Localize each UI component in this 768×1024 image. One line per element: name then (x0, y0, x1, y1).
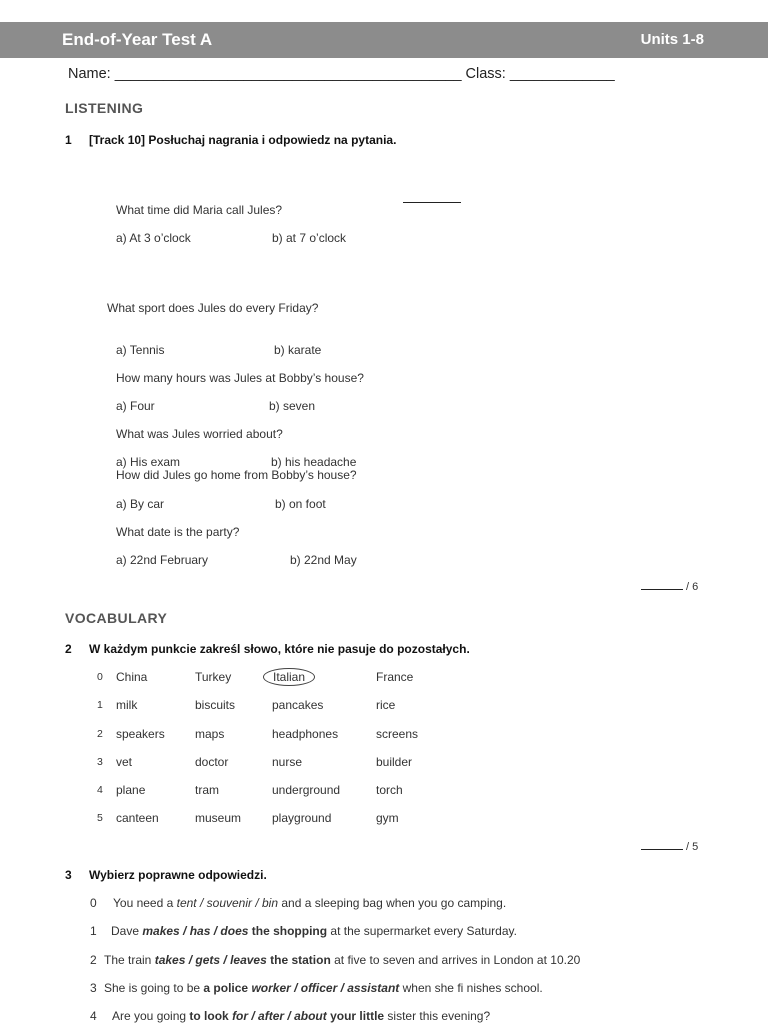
vocab-word[interactable]: doctor (195, 755, 229, 769)
score-total: / 6 (686, 581, 699, 593)
vocab-word[interactable]: milk (116, 698, 138, 712)
name-field[interactable]: ___________________________________________ (114, 66, 462, 82)
sentence-fragment: Are you going (112, 1009, 190, 1023)
student-info-line (68, 66, 615, 82)
vocab-word[interactable]: rice (376, 698, 396, 712)
q5-option-a[interactable]: a) By car (116, 497, 165, 511)
sentence-fragment: your little (326, 1009, 385, 1023)
q6-option-b[interactable]: b) 22nd May (290, 553, 357, 567)
task3-sentence (113, 896, 506, 910)
vocab-word[interactable]: museum (195, 811, 242, 825)
sentence-fragment: The train (104, 953, 155, 967)
answer-choices[interactable]: takes / gets / leaves (154, 953, 267, 967)
answer-blank-line[interactable] (403, 202, 461, 203)
vocab-row-number: 0 (97, 671, 103, 683)
vocab-word[interactable]: maps (195, 727, 225, 741)
vocabulary-section-title: VOCABULARY (65, 610, 168, 626)
sentence-fragment: to look (189, 1009, 233, 1023)
circle-mark: Italian (263, 668, 315, 686)
listening-question-6: What date is the party? (116, 525, 240, 539)
listening-question-1: What time did Maria call Jules? (116, 203, 283, 217)
task3-item-number: 3 (90, 981, 97, 995)
test-title: End-of-Year Test A (62, 30, 213, 49)
vocab-word[interactable]: screens (376, 727, 419, 741)
vocab-word[interactable]: torch (376, 783, 403, 797)
sentence-fragment: You need a (113, 896, 177, 910)
task3-sentence (112, 1009, 490, 1023)
sentence-fragment: at the supermarket every Saturday. (327, 924, 517, 938)
listening-section-title: LISTENING (65, 100, 144, 116)
answer-choices[interactable]: tent / souvenir / bin (176, 896, 279, 910)
vocab-word[interactable]: gym (376, 811, 399, 825)
task-3-instruction: Wybierz poprawne odpowiedzi. (89, 868, 267, 882)
answer-choices[interactable]: for / after / about (232, 1009, 327, 1023)
q1-option-b[interactable]: b) at 7 o’clock (272, 231, 347, 245)
q2-option-a[interactable]: a) Tennis (116, 343, 165, 357)
task3-item-number: 1 (90, 924, 97, 938)
vocab-row-number: 2 (97, 728, 103, 740)
listening-question-4: What was Jules worried about? (116, 427, 283, 441)
q3-option-b[interactable]: b) seven (269, 399, 316, 413)
class-label: Class: (465, 66, 506, 82)
sentence-fragment: and a sleeping bag when you go camping. (278, 896, 507, 910)
vocab-word[interactable]: plane (116, 783, 146, 797)
score-total: / 5 (686, 841, 699, 853)
q4-option-a[interactable]: a) His exam (116, 455, 181, 469)
answer-choices[interactable]: makes / has / does (142, 924, 249, 938)
vocab-word[interactable]: playground (272, 811, 332, 825)
task3-sentence (104, 981, 543, 995)
sentence-fragment: a police (203, 981, 252, 995)
score-blank[interactable] (641, 848, 683, 850)
vocab-word[interactable]: canteen (116, 811, 159, 825)
header-bar (0, 22, 768, 58)
task3-sentence (111, 924, 517, 938)
vocab-word[interactable]: speakers (116, 727, 165, 741)
vocab-word[interactable]: China (116, 670, 148, 684)
listening-question-3: How many hours was Jules at Bobby’s house? (116, 371, 364, 385)
sentence-fragment: the station (266, 953, 331, 967)
q2-option-b[interactable]: b) karate (274, 343, 322, 357)
task3-sentence (104, 953, 580, 967)
vocab-row-number: 1 (97, 699, 103, 711)
answer-choices[interactable]: worker / officer / assistant (251, 981, 400, 995)
score-blank[interactable] (641, 588, 683, 590)
sentence-fragment: when she fi nishes school. (399, 981, 543, 995)
vocabulary-score (641, 841, 698, 853)
vocab-word-circled[interactable] (272, 670, 315, 686)
vocab-word[interactable]: Turkey (195, 670, 232, 684)
q4-option-b[interactable]: b) his headache (271, 455, 357, 469)
q1-option-a[interactable]: a) At 3 o’clock (116, 231, 191, 245)
vocab-row-number: 4 (97, 784, 103, 796)
vocab-word[interactable]: nurse (272, 755, 303, 769)
vocab-word[interactable]: France (376, 670, 414, 684)
sentence-fragment: sister this evening? (384, 1009, 491, 1023)
vocab-word[interactable]: underground (272, 783, 341, 797)
vocab-word[interactable]: headphones (272, 727, 339, 741)
sentence-fragment: at five to seven and arrives in London at 10.20 (330, 953, 581, 967)
task-1-number: 1 (65, 133, 72, 147)
task-2-number: 2 (65, 642, 72, 656)
vocab-row-number: 3 (97, 756, 103, 768)
q3-option-a[interactable]: a) Four (116, 399, 155, 413)
task3-item-number: 0 (90, 896, 97, 910)
vocab-word[interactable]: pancakes (272, 698, 324, 712)
vocab-word[interactable]: biscuits (195, 698, 236, 712)
sentence-fragment: Dave (111, 924, 143, 938)
listening-score (641, 581, 698, 593)
listening-question-2: What sport does Jules do every Friday? (107, 301, 319, 315)
listening-question-5: How did Jules go home from Bobby’s house? (116, 468, 357, 482)
vocab-word[interactable]: tram (195, 783, 219, 797)
q6-option-a[interactable]: a) 22nd February (116, 553, 209, 567)
task-3-number: 3 (65, 868, 72, 882)
task3-item-number: 2 (90, 953, 97, 967)
class-field[interactable]: _____________ (509, 66, 615, 82)
task-1-instruction: [Track 10] Posłuchaj nagrania i odpowiedz na pytania. (89, 133, 397, 147)
vocab-word[interactable]: vet (116, 755, 133, 769)
task3-item-number: 4 (90, 1009, 97, 1023)
units-label: Units 1-8 (640, 31, 704, 48)
vocab-word[interactable]: builder (376, 755, 413, 769)
sentence-fragment: the shopping (248, 924, 328, 938)
name-label: Name: (68, 66, 111, 82)
vocab-row-number: 5 (97, 812, 103, 824)
sentence-fragment: She is going to be (104, 981, 204, 995)
q5-option-b[interactable]: b) on foot (275, 497, 326, 511)
task-2-instruction: W każdym punkcie zakreśl słowo, które nie pasuje do pozostałych. (89, 642, 470, 656)
